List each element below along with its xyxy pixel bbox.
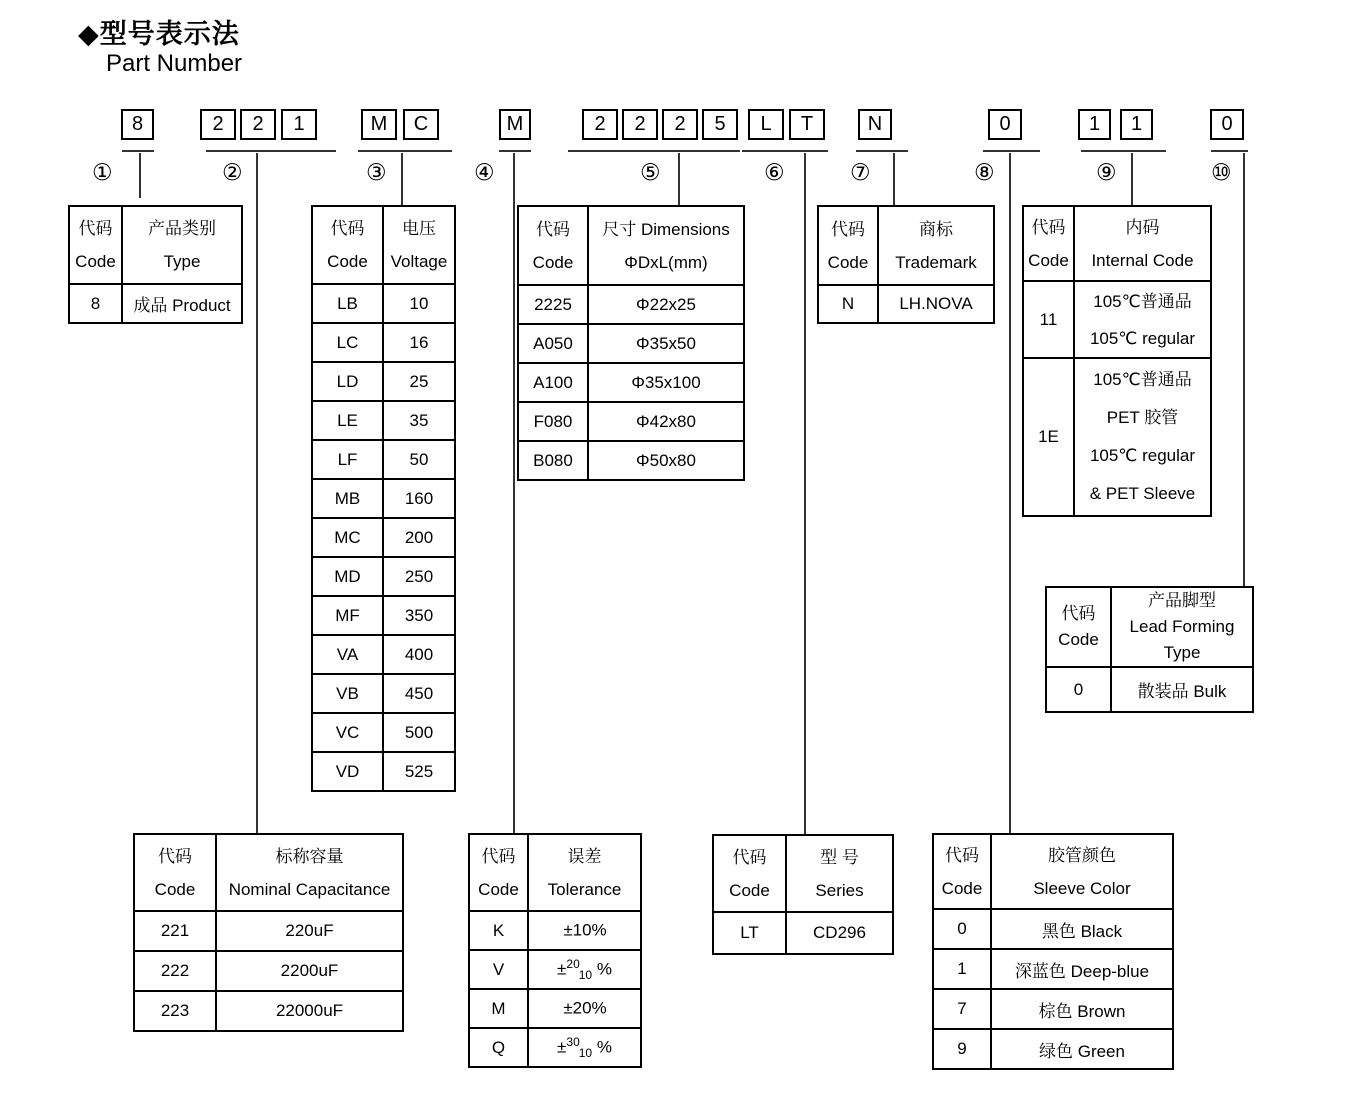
header-cell: 胶管颜色 Sleeve Color bbox=[991, 834, 1173, 909]
code-cell: 9 bbox=[933, 1029, 991, 1069]
group-number-4: ④ bbox=[474, 159, 495, 185]
value-cell: Φ22x25 bbox=[588, 285, 744, 324]
group-underline-10 bbox=[1211, 150, 1248, 152]
part-number-box: 0 bbox=[1210, 109, 1244, 140]
value-cell: 450 bbox=[383, 674, 455, 713]
table-product-type bbox=[68, 205, 243, 324]
code-cell: LB bbox=[312, 284, 383, 323]
table-row bbox=[312, 713, 455, 752]
table-row bbox=[818, 285, 994, 323]
group-underline-6 bbox=[742, 150, 828, 152]
code-cell: 222 bbox=[134, 951, 216, 991]
header-cell: 代码 Code bbox=[518, 206, 588, 285]
table-row bbox=[312, 284, 455, 323]
table-row bbox=[69, 284, 242, 323]
header-cell: 内码 Internal Code bbox=[1074, 206, 1211, 281]
code-cell: LC bbox=[312, 323, 383, 362]
connector-line-7 bbox=[893, 153, 895, 205]
code-cell: MC bbox=[312, 518, 383, 557]
table-row bbox=[518, 285, 744, 324]
value-cell: 35 bbox=[383, 401, 455, 440]
page-title-en: Part Number bbox=[106, 50, 243, 77]
table-row bbox=[312, 557, 455, 596]
group-number-8: ⑧ bbox=[974, 159, 995, 185]
code-cell: LE bbox=[312, 401, 383, 440]
table-trademark bbox=[817, 205, 995, 324]
part-number-box: 2 bbox=[200, 109, 236, 140]
table-row bbox=[312, 479, 455, 518]
header-cell: 代码 Code bbox=[69, 206, 122, 284]
header-cell: 误差 Tolerance bbox=[528, 834, 641, 911]
connector-line-1 bbox=[139, 153, 141, 198]
code-cell: 2225 bbox=[518, 285, 588, 324]
connector-line-6 bbox=[804, 153, 806, 834]
page-title-zh: ◆型号表示法 bbox=[78, 19, 240, 49]
header-cell: 商标 Trademark bbox=[878, 206, 994, 285]
group-underline-2 bbox=[206, 150, 336, 152]
group-number-3: ③ bbox=[366, 159, 387, 185]
table-internal-code bbox=[1022, 205, 1212, 517]
part-number-box: C bbox=[403, 109, 439, 140]
code-cell: 0 bbox=[933, 909, 991, 949]
connector-line-2 bbox=[256, 153, 258, 833]
value-cell: 250 bbox=[383, 557, 455, 596]
code-cell: MB bbox=[312, 479, 383, 518]
header-cell: 代码 Code bbox=[134, 834, 216, 911]
header-cell: 代码 Code bbox=[713, 835, 786, 912]
code-cell: 1E bbox=[1023, 358, 1074, 516]
code-cell: 8 bbox=[69, 284, 122, 323]
connector-line-9 bbox=[1131, 153, 1133, 205]
header-cell: 产品类别 Type bbox=[122, 206, 242, 284]
table-row bbox=[469, 911, 641, 950]
value-cell: Φ42x80 bbox=[588, 402, 744, 441]
table-row bbox=[312, 401, 455, 440]
code-cell: 223 bbox=[134, 991, 216, 1031]
value-cell: 22000uF bbox=[216, 991, 403, 1031]
value-cell: ±20% bbox=[528, 989, 641, 1028]
header-cell: 型 号 Series bbox=[786, 835, 893, 912]
group-underline-3 bbox=[358, 150, 452, 152]
value-cell: Φ50x80 bbox=[588, 441, 744, 480]
value-cell: 成品 Product bbox=[122, 284, 242, 323]
table-row bbox=[312, 362, 455, 401]
group-underline-1 bbox=[122, 150, 154, 152]
header-cell: 代码 Code bbox=[312, 206, 383, 284]
value-cell: Φ35x100 bbox=[588, 363, 744, 402]
code-cell: VD bbox=[312, 752, 383, 791]
value-cell: 350 bbox=[383, 596, 455, 635]
header-cell: 尺寸 Dimensions ΦDxL(mm) bbox=[588, 206, 744, 285]
table-row bbox=[312, 596, 455, 635]
code-cell: 7 bbox=[933, 989, 991, 1029]
code-cell: V bbox=[469, 950, 528, 989]
part-number-box: M bbox=[499, 109, 531, 140]
header-cell: 代码 Code bbox=[469, 834, 528, 911]
part-number-box: 2 bbox=[662, 109, 698, 140]
table-capacitance bbox=[133, 833, 404, 1032]
table-row bbox=[134, 911, 403, 951]
table-row bbox=[134, 991, 403, 1031]
value-cell: 200 bbox=[383, 518, 455, 557]
connector-line-8 bbox=[1009, 153, 1011, 833]
part-number-box: 2 bbox=[582, 109, 618, 140]
value-cell: 525 bbox=[383, 752, 455, 791]
header-cell: 代码 Code bbox=[933, 834, 991, 909]
code-cell: A050 bbox=[518, 324, 588, 363]
table-row bbox=[469, 950, 641, 989]
table-row bbox=[312, 323, 455, 362]
group-number-5: ⑤ bbox=[640, 159, 661, 185]
code-cell: 11 bbox=[1023, 281, 1074, 358]
connector-line-4 bbox=[513, 153, 515, 833]
table-row bbox=[312, 440, 455, 479]
table-row bbox=[1046, 667, 1253, 712]
group-underline-5 bbox=[568, 150, 740, 152]
value-cell: Φ35x50 bbox=[588, 324, 744, 363]
value-cell: 220uF bbox=[216, 911, 403, 951]
connector-line-5 bbox=[678, 153, 680, 205]
part-number-box: 0 bbox=[988, 109, 1022, 140]
code-cell: VB bbox=[312, 674, 383, 713]
value-cell: 500 bbox=[383, 713, 455, 752]
header-cell: 产品脚型 Lead Forming Type bbox=[1111, 587, 1253, 667]
code-cell: 0 bbox=[1046, 667, 1111, 712]
table-dimensions bbox=[517, 205, 745, 481]
table-row bbox=[312, 674, 455, 713]
table-row bbox=[312, 752, 455, 791]
table-row bbox=[933, 949, 1173, 989]
group-underline-8 bbox=[983, 150, 1040, 152]
table-row bbox=[713, 912, 893, 954]
group-underline-7 bbox=[856, 150, 908, 152]
table-sleeve-color bbox=[932, 833, 1174, 1070]
group-number-10: ⑩ bbox=[1211, 159, 1232, 185]
value-cell: 16 bbox=[383, 323, 455, 362]
value-cell: ±$^{30}_{10}$ % bbox=[528, 1028, 641, 1067]
code-cell: VA bbox=[312, 635, 383, 674]
code-cell: A100 bbox=[518, 363, 588, 402]
table-row bbox=[933, 989, 1173, 1029]
group-number-7: ⑦ bbox=[850, 159, 871, 185]
code-cell: LD bbox=[312, 362, 383, 401]
table-row bbox=[518, 324, 744, 363]
value-cell: 棕色 Brown bbox=[991, 989, 1173, 1029]
value-cell: 10 bbox=[383, 284, 455, 323]
value-cell: 绿色 Green bbox=[991, 1029, 1173, 1069]
table-lead-forming bbox=[1045, 586, 1254, 713]
table-tolerance bbox=[468, 833, 642, 1068]
part-number-box: M bbox=[361, 109, 397, 140]
code-cell: MD bbox=[312, 557, 383, 596]
value-cell: 160 bbox=[383, 479, 455, 518]
part-number-box: T bbox=[789, 109, 825, 140]
code-cell: N bbox=[818, 285, 878, 323]
part-number-box: 2 bbox=[622, 109, 658, 140]
value-cell: 400 bbox=[383, 635, 455, 674]
value-cell: LH.NOVA bbox=[878, 285, 994, 323]
connector-line-3 bbox=[401, 153, 403, 205]
table-row bbox=[933, 1029, 1173, 1069]
table-row bbox=[1023, 358, 1211, 516]
code-cell: F080 bbox=[518, 402, 588, 441]
value-cell: ±$^{20}_{10}$ % bbox=[528, 950, 641, 989]
group-number-1: ① bbox=[92, 159, 113, 185]
value-cell: 深蓝色 Deep-blue bbox=[991, 949, 1173, 989]
header-cell: 代码 Code bbox=[818, 206, 878, 285]
part-number-box: 2 bbox=[240, 109, 276, 140]
value-cell: 105℃普通品 PET 胶管 105℃ regular & PET Sleeve bbox=[1074, 358, 1211, 516]
table-row bbox=[1023, 281, 1211, 358]
code-cell: LF bbox=[312, 440, 383, 479]
value-cell: 25 bbox=[383, 362, 455, 401]
code-cell: B080 bbox=[518, 441, 588, 480]
table-row bbox=[469, 1028, 641, 1067]
group-number-6: ⑥ bbox=[764, 159, 785, 185]
part-number-box: 1 bbox=[281, 109, 317, 140]
table-row bbox=[134, 951, 403, 991]
code-cell: 1 bbox=[933, 949, 991, 989]
value-cell: 105℃普通品 105℃ regular bbox=[1074, 281, 1211, 358]
part-number-box: L bbox=[748, 109, 784, 140]
part-number-box: 1 bbox=[1078, 109, 1111, 140]
table-row bbox=[312, 635, 455, 674]
code-cell: Q bbox=[469, 1028, 528, 1067]
code-cell: VC bbox=[312, 713, 383, 752]
part-number-box: 1 bbox=[1120, 109, 1153, 140]
value-cell: CD296 bbox=[786, 912, 893, 954]
code-cell: MF bbox=[312, 596, 383, 635]
code-cell: 221 bbox=[134, 911, 216, 951]
code-cell: K bbox=[469, 911, 528, 950]
table-row bbox=[933, 909, 1173, 949]
group-underline-9 bbox=[1081, 150, 1166, 152]
code-cell: M bbox=[469, 989, 528, 1028]
table-series bbox=[712, 834, 894, 955]
value-cell: 散装品 Bulk bbox=[1111, 667, 1253, 712]
group-number-9: ⑨ bbox=[1096, 159, 1117, 185]
part-number-box: 8 bbox=[121, 109, 154, 140]
value-cell: 2200uF bbox=[216, 951, 403, 991]
group-underline-4 bbox=[499, 150, 531, 152]
value-cell: 黑色 Black bbox=[991, 909, 1173, 949]
header-cell: 标称容量 Nominal Capacitance bbox=[216, 834, 403, 911]
table-row bbox=[518, 441, 744, 480]
header-cell: 电压 Voltage bbox=[383, 206, 455, 284]
value-cell: ±10% bbox=[528, 911, 641, 950]
table-row bbox=[469, 989, 641, 1028]
part-number-box: 5 bbox=[702, 109, 738, 140]
table-row bbox=[518, 363, 744, 402]
table-row bbox=[518, 402, 744, 441]
connector-line-10 bbox=[1243, 153, 1245, 586]
header-cell: 代码 Code bbox=[1023, 206, 1074, 281]
table-voltage bbox=[311, 205, 456, 792]
code-cell: LT bbox=[713, 912, 786, 954]
header-cell: 代码 Code bbox=[1046, 587, 1111, 667]
part-number-box: N bbox=[858, 109, 892, 140]
value-cell: 50 bbox=[383, 440, 455, 479]
group-number-2: ② bbox=[222, 159, 243, 185]
table-row bbox=[312, 518, 455, 557]
